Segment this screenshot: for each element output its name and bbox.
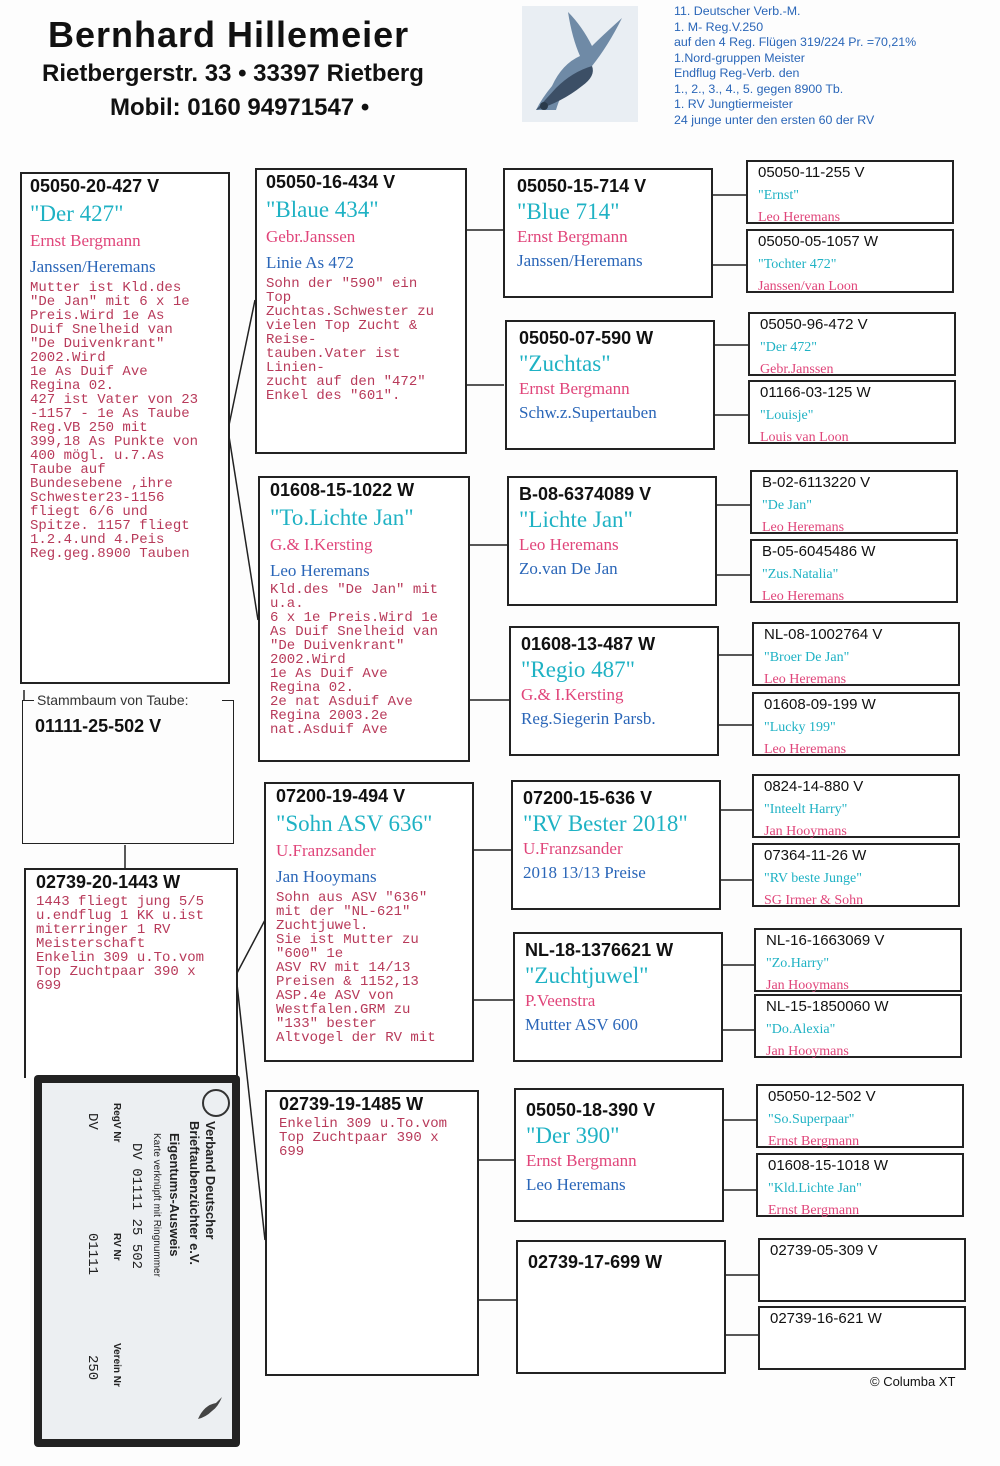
gen4-card[interactable] — [756, 1084, 964, 1148]
gen4-ring: 02739-05-309 V — [770, 1242, 878, 1259]
card-col-regv: RegV Nr — [111, 1103, 122, 1143]
gen2-note: Kld.des "De Jan" mit u.a. 6 x 1e Preis.Wird 1e As Duif Snelheid van "De Duivenkrant" 2002.Wird 1e As Duif Ave Regina 02. 2e nat Asduif Ave Regina 2003.2e nat.Asduif Ave — [270, 582, 439, 738]
gen3-card[interactable] — [507, 476, 717, 606]
gen3-ring: 07200-15-636 V — [523, 788, 653, 808]
gen3-ring: 05050-15-714 V — [517, 176, 647, 196]
gen3-card[interactable] — [514, 1088, 724, 1222]
gen2-card[interactable] — [255, 168, 467, 454]
achievement: 1. RV Jungtiermeister — [674, 97, 793, 111]
achievement: Endflug Reg-Verb. den — [674, 66, 800, 80]
card-val-verein: 250 — [84, 1355, 100, 1381]
gen4-card[interactable] — [746, 160, 954, 224]
gen4-name: "Inteelt Harry" — [764, 802, 848, 817]
card-org-line1: Verband Deutscher — [203, 1121, 218, 1240]
gen4-ring: 05050-11-255 V — [758, 164, 865, 181]
gen4-ring: B-02-6113220 V — [762, 474, 871, 491]
gen3-ring: NL-18-1376621 W — [525, 940, 674, 960]
gen4-ring: 0824-14-880 V — [764, 778, 864, 795]
gen2-ring: 07200-19-494 V — [276, 786, 406, 806]
gen3-ring: 01608-13-487 W — [521, 634, 656, 654]
gen3-card[interactable] — [505, 320, 715, 450]
gen4-card[interactable] — [754, 928, 962, 992]
gen4-card[interactable] — [752, 843, 960, 907]
gen4-breeder: Leo Heremans — [758, 210, 841, 225]
gen4-card[interactable] — [746, 229, 954, 293]
card-title: Eigentums-Ausweis — [167, 1133, 182, 1257]
gen4-card[interactable] — [750, 539, 958, 603]
gen4-card[interactable] — [748, 380, 956, 444]
gen4-card[interactable] — [752, 622, 960, 686]
gen2-ring: 02739-19-1485 W — [279, 1094, 424, 1114]
gen4-ring: 01608-15-1018 W — [768, 1157, 889, 1174]
gen3-name: "Der 390" — [526, 1123, 620, 1148]
gen2-ring: 05050-16-434 V — [266, 172, 396, 192]
gen2-card[interactable] — [264, 782, 474, 1062]
gen3-name: "Blue 714" — [517, 199, 620, 224]
gen3-line: Janssen/Heremans — [517, 251, 643, 270]
subject-label: Stammbaum von Taube: — [37, 692, 189, 708]
card-val-rv: 01111 — [84, 1233, 100, 1276]
gen4-name: "Louisje" — [760, 408, 814, 423]
gen3-card[interactable] — [513, 932, 723, 1062]
gen4-breeder: Leo Heremans — [762, 520, 845, 535]
subject-ring: 01111-25-502 V — [35, 716, 162, 736]
gen3-breeder: U.Franzsander — [523, 839, 623, 858]
gen4-card[interactable] — [750, 470, 958, 534]
gen4-ring: NL-16-1663069 V — [766, 932, 885, 949]
gen4-ring: 05050-05-1057 W — [758, 233, 879, 250]
gen2-breeder: U.Franzsander — [276, 841, 376, 860]
card-number: DV 01111 25 502 — [128, 1143, 144, 1270]
gen4-breeder: SG Irmer & Sohn — [764, 893, 864, 908]
sire-name: "Der 427" — [30, 201, 124, 226]
gen2-name: "Blaue 434" — [266, 197, 379, 222]
owner-name: Bernhard Hillemeier — [48, 14, 410, 55]
card-subtitle: Karte verknüpft mit Ringnummer — [151, 1133, 162, 1277]
gen4-breeder: Leo Heremans — [764, 672, 847, 687]
gen3-breeder: G.& I.Kersting — [521, 685, 624, 704]
achievement: 11. Deutscher Verb.-M. — [674, 4, 801, 18]
gen4-name: "Zus.Natalia" — [762, 567, 839, 582]
card-val-regv: DV — [84, 1113, 100, 1130]
gen4-breeder: Ernst Bergmann — [768, 1134, 860, 1149]
gen4-name: "Kld.Lichte Jan" — [768, 1181, 862, 1196]
card-bird-icon — [194, 1395, 224, 1425]
card-col-verein: Verein Nr — [111, 1343, 122, 1387]
gen2-note: Sohn aus ASV "636" mit der "NL-621" Zuchtjuwel. Sie ist Mutter zu "600" 1e ASV RV mit 14/13 Preisen & 1152,13 ASP.4e ASV von Westfalen.GRM zu "133" bester Altvogel der RV mit — [276, 890, 436, 1046]
gen3-ring: 05050-07-590 W — [519, 328, 654, 348]
gen3-breeder: Leo Heremans — [519, 535, 619, 554]
gen4-breeder: Gebr.Janssen — [760, 362, 834, 377]
gen3-ring: 05050-18-390 V — [526, 1100, 656, 1120]
gen2-card[interactable] — [265, 1090, 479, 1376]
gen3-name: "Zuchtas" — [519, 351, 611, 376]
gen3-line: 2018 13/13 Preise — [523, 863, 646, 882]
gen4-breeder: Leo Heremans — [764, 742, 847, 757]
achievement: 1. M- Reg.V.250 — [674, 19, 764, 34]
gen3-name: "Zuchtjuwel" — [525, 963, 649, 988]
gen3-line: Mutter ASV 600 — [525, 1015, 639, 1034]
gen4-card[interactable] — [752, 774, 960, 838]
owner-address: Rietbergerstr. 33 • 33397 Rietberg — [42, 60, 424, 87]
gen4-card[interactable] — [754, 994, 962, 1058]
gen3-card[interactable] — [503, 168, 713, 298]
achievement: 24 junge unter den ersten 60 der RV — [674, 112, 875, 127]
gen3-name: "Lichte Jan" — [519, 507, 633, 532]
gen4-name: "Tochter 472" — [758, 257, 837, 272]
gen4-ring: 05050-96-472 V — [760, 316, 868, 333]
gen4-ring: 02739-16-621 W — [770, 1310, 882, 1327]
gen3-card[interactable] — [509, 626, 719, 756]
gen3-breeder: P.Veenstra — [525, 991, 596, 1010]
gen4-ring: 01608-09-199 W — [764, 696, 876, 713]
achievement: 1.Nord-gruppen Meister — [674, 50, 805, 65]
gen2-line: Linie As 472 — [266, 253, 354, 272]
gen4-breeder: Jan Hooymans — [766, 978, 849, 993]
gen4-name: "RV beste Junge" — [764, 871, 862, 886]
gen4-card[interactable] — [758, 1238, 966, 1302]
gen2-line: Jan Hooymans — [276, 867, 377, 886]
card-col-rv: RV Nr — [111, 1233, 122, 1261]
gen4-card[interactable] — [756, 1153, 964, 1217]
gen3-line: Zo.van De Jan — [519, 559, 618, 578]
achievement: 1., 2., 3., 4., 5. gegen 8900 Tb. — [674, 81, 844, 96]
gen2-line: Leo Heremans — [270, 561, 370, 580]
gen3-line: Schw.z.Supertauben — [519, 403, 657, 422]
gen3-name: "RV Bester 2018" — [523, 811, 688, 836]
gen2-breeder: G.& I.Kersting — [270, 535, 373, 554]
gen2-name: "To.Lichte Jan" — [270, 505, 414, 530]
gen4-name: "Broer De Jan" — [764, 650, 850, 665]
copyright: © Columba XT — [870, 1374, 956, 1389]
dam-ring: 02739-20-1443 W — [36, 872, 181, 892]
achievement: auf den 4 Reg. Flügen 319/224 Pr. =70,21% — [674, 35, 917, 49]
gen4-breeder: Jan Hooymans — [764, 824, 847, 839]
gen4-name: "Ernst" — [758, 188, 799, 203]
gen4-name: "Der 472" — [760, 340, 817, 355]
gen3-breeder: Ernst Bergmann — [519, 379, 630, 398]
gen2-note: Enkelin 309 u.To.vom Top Zuchtpaar 390 x 699 — [279, 1116, 448, 1160]
gen4-breeder: Louis van Loon — [760, 430, 849, 445]
gen3-line: Reg.Siegerin Parsb. — [521, 709, 656, 728]
gen3-ring: B-08-6374089 V — [519, 484, 652, 504]
gen4-breeder: Jan Hooymans — [766, 1044, 849, 1059]
gen4-name: "So.Superpaar" — [768, 1112, 855, 1127]
gen4-ring: 05050-12-502 V — [768, 1088, 876, 1105]
gen4-ring: 01166-03-125 W — [760, 384, 871, 401]
gen3-ring: 02739-17-699 W — [528, 1252, 663, 1272]
gen2-card[interactable] — [258, 476, 470, 762]
sire-breeder: Ernst Bergmann — [30, 231, 141, 250]
gen2-breeder: Gebr.Janssen — [266, 227, 356, 246]
gen4-name: "Zo.Harry" — [766, 956, 830, 971]
gen4-breeder: Leo Heremans — [762, 589, 845, 604]
ownership-card — [34, 1075, 240, 1447]
gen4-ring: NL-15-1850060 W — [766, 998, 889, 1015]
sire-note: Mutter ist Kld.des "De Jan" mit 6 x 1e Preis.Wird 1e As Duif Snelheid van "De Duivenkrant" 2002.Wird 1e As Duif Ave Regina 02. 427 ist Vater von 23 -1157 - 1e As Taube Reg.VB 250 mit 399,18 As Punkte von 400 mögl. u.7.As Taube auf Bundesebene ,ihre Schwester23-1156 fliegt 6/6 und Spitze. 1157 fliegt 1.2.4.und 4.Peis Reg.geg.8900 Tauben — [30, 280, 199, 562]
gen3-line: Leo Heremans — [526, 1175, 626, 1194]
ownership-card-inner — [42, 1083, 232, 1439]
gen4-ring: 07364-11-26 W — [764, 847, 867, 864]
sire-line: Janssen/Heremans — [30, 257, 156, 276]
gen4-ring: NL-08-1002764 V — [764, 626, 883, 643]
gen4-name: "De Jan" — [762, 498, 812, 513]
gen3-breeder: Ernst Bergmann — [526, 1151, 637, 1170]
gen3-card[interactable] — [516, 1240, 726, 1374]
dam-note: 1443 fliegt jung 5/5 u.endflug 1 KK u.ist miterringer 1 RV Meisterschaft Enkelin 309 u.To.vom Top Zuchtpaar 390 x 699 — [36, 894, 205, 994]
sire-card[interactable] — [20, 172, 230, 684]
gen4-card[interactable] — [758, 1306, 966, 1370]
gen3-card[interactable] — [511, 780, 721, 910]
gen2-ring: 01608-15-1022 W — [270, 480, 415, 500]
dam-card[interactable] — [24, 868, 238, 1078]
card-org-line2: Brieftaubenzüchter e.V. — [187, 1121, 202, 1266]
gen4-card[interactable] — [748, 312, 956, 376]
owner-phone: Mobil: 0160 94971547 • — [110, 94, 370, 121]
gen4-breeder: Janssen/van Loon — [758, 279, 858, 294]
sire-ring: 05050-20-427 V — [30, 176, 160, 196]
gen3-breeder: Ernst Bergmann — [517, 227, 628, 246]
gen4-card[interactable] — [752, 692, 960, 756]
gen4-name: "Do.Alexia" — [766, 1022, 836, 1037]
gen2-note: Sohn der "590" ein Top Zuchtas.Schwester zu vielen Top Zucht & Reise- tauben.Vater ist Linien- zucht auf den "472" Enkel des "601". — [266, 276, 435, 404]
gen4-ring: B-05-6045486 W — [762, 543, 876, 560]
subject-card[interactable] — [22, 700, 234, 844]
card-logo-icon — [202, 1089, 230, 1117]
gen4-breeder: Ernst Bergmann — [768, 1203, 860, 1218]
gen2-name: "Sohn ASV 636" — [276, 811, 433, 836]
gen3-name: "Regio 487" — [521, 657, 635, 682]
gen4-name: "Lucky 199" — [764, 720, 836, 735]
